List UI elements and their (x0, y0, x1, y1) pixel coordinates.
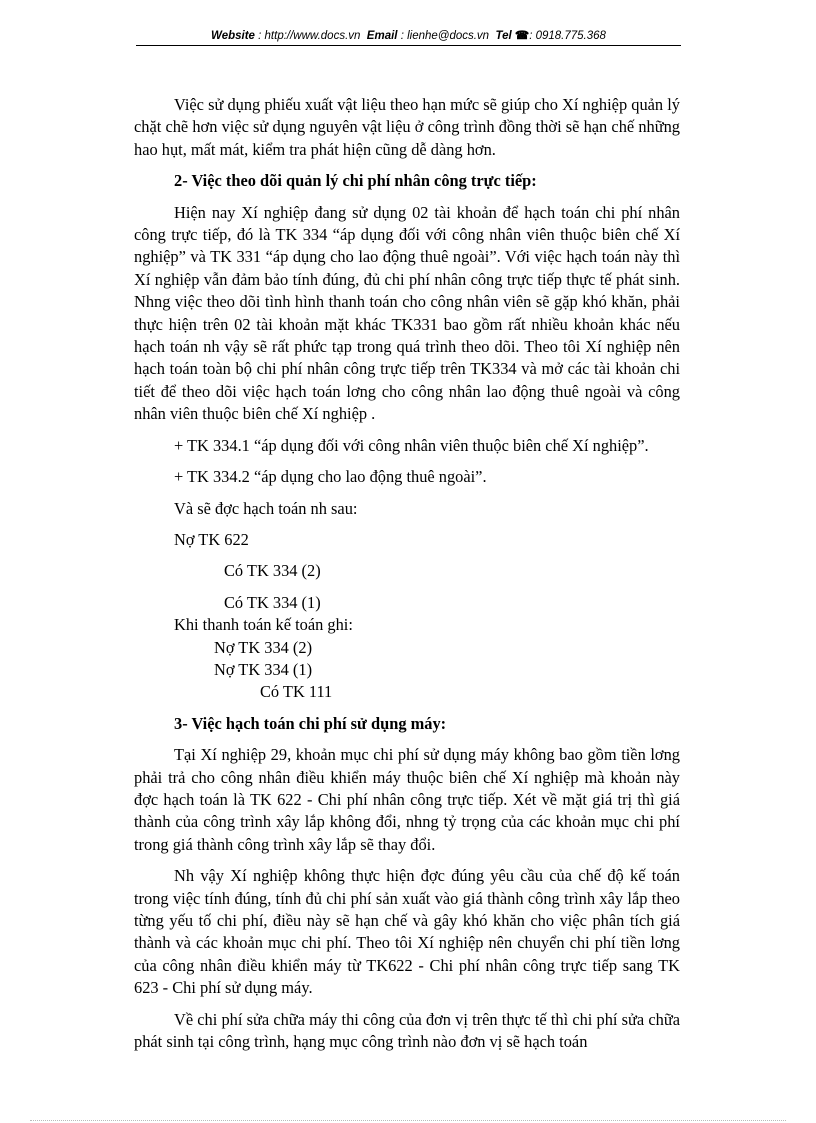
paragraph-2: Hiện nay Xí nghiệp đang sử dụng 02 tài khoản để hạch toán chi phí nhân công trực tiếp, đó là TK 334 “áp dụng đối với công nhân viên thuộc biên chế Xí nghiệp” và TK 331 “áp dụng cho lao động thuê ngoài”. Với việc hạch toán này thì Xí nghiệp vẫn đảm bảo tính đúng, đủ chi phí nhân công trực tiếp thực tế phát sinh. Nhng việc theo dõi tình hình thanh toán cho công nhân viên sẽ gặp khó khăn, phải thực hiện trên 02 tài khoản mặt khác TK331 bao gồm rất nhiều khoản khác nếu hạch toán nh vậy sẽ rất phức tạp trong quá trình theo dõi. Theo tôi Xí nghiệp nên hạch toán toàn bộ chi phí nhân công trực tiếp trên TK334 và mở các tài khoản chi tiết để theo dõi việc hạch toán lơng cho công nhân lao động thuê ngoài và công nhân viên thuộc biên chế Xí nghiệp . (134, 202, 680, 424)
tel-label: Tel (495, 30, 512, 42)
list-item-3: Và sẽ đợc hạch toán nh sau: (174, 498, 358, 518)
email-value: : lienhe@docs.vn (400, 30, 490, 42)
website-label: Website (211, 30, 255, 42)
tel-value: : 0918.775.368 (529, 30, 606, 42)
paragraph-4: Nh vậy Xí nghiệp không thực hiện đợc đúng yêu cầu của chế độ kế toán trong việc tính đúng, tính đủ chi phí sản xuất vào giá thành công trình xây lắp theo từng yếu tố chi phí, điều này sẽ hạn chế và gây khó khăn cho việc phân tích giá thành và các khoản mục chi phí. Theo tôi Xí nghiệp nên chuyển chi phí tiền lơng của công nhân điều khiển máy từ TK622 - Chi phí nhân công trực tiếp sang TK 623 - Chi phí sử dụng máy. (134, 866, 680, 998)
list-item-2: + TK 334.2 “áp dụng cho lao động thuê ngoài”. (174, 467, 487, 487)
paragraph-3: Tại Xí nghiệp 29, khoản mục chi phí sử dụng máy không bao gồm tiền lơng phải trả cho công nhân điều khiển máy thuộc biên chế Xí nghiệp mà khoản này đợc hạch toán là TK 622 - Chi phí nhân công trực tiếp. Xét về mặt giá trị thì giá thành của công trình xây lắp không đổi, nhng tỷ trọng của các khoản mục chi phí trong giá thành công trình xây lắp sẽ thay đổi. (134, 745, 680, 854)
document-body (134, 94, 680, 1062)
entry-co-334-1: Có TK 334 (1) (224, 592, 321, 612)
entry-co-334-2: Có TK 334 (2) (224, 561, 321, 581)
entry-no-334-2: Nợ TK 334 (2) (214, 637, 313, 657)
website-value: : http://www.docs.vn (258, 30, 361, 42)
paragraph-5: Về chi phí sửa chữa máy thi công của đơn vị trên thực tế thì chi phí sửa chữa phát sinh tại công trình, hạng mục công trình nào đơn vị sẽ hạch toán (134, 1009, 680, 1052)
entry-co-111: Có TK 111 (260, 682, 333, 702)
entry-no-334-1: Nợ TK 334 (1) (214, 659, 313, 679)
phone-icon: ☎ (514, 30, 530, 42)
page-bottom-divider (30, 1120, 786, 1121)
section-heading-2: 2- Việc theo dõi quản lý chi phí nhân công trực tiếp: (174, 171, 537, 191)
section-heading-3: 3- Việc hạch toán chi phí sử dụng máy: (174, 713, 447, 733)
header-divider (136, 45, 681, 46)
list-item-1: + TK 334.1 “áp dụng đối với công nhân viên thuộc biên chế Xí nghiệp”. (174, 435, 649, 455)
page-header (136, 28, 681, 42)
entry-no-622: Nợ TK 622 (174, 529, 249, 549)
paragraph-1: Việc sử dụng phiếu xuất vật liệu theo hạn mức sẽ giúp cho Xí nghiệp quản lý chặt chẽ hơn việc sử dụng nguyên vật liệu ở công trình đồng thời sẽ hạn chế những hao hụt, mất mát, kiểm tra phát hiện cũng dễ dàng hơn. (134, 95, 680, 159)
email-label: Email (366, 30, 398, 42)
payment-note: Khi thanh toán kế toán ghi: (174, 615, 353, 635)
